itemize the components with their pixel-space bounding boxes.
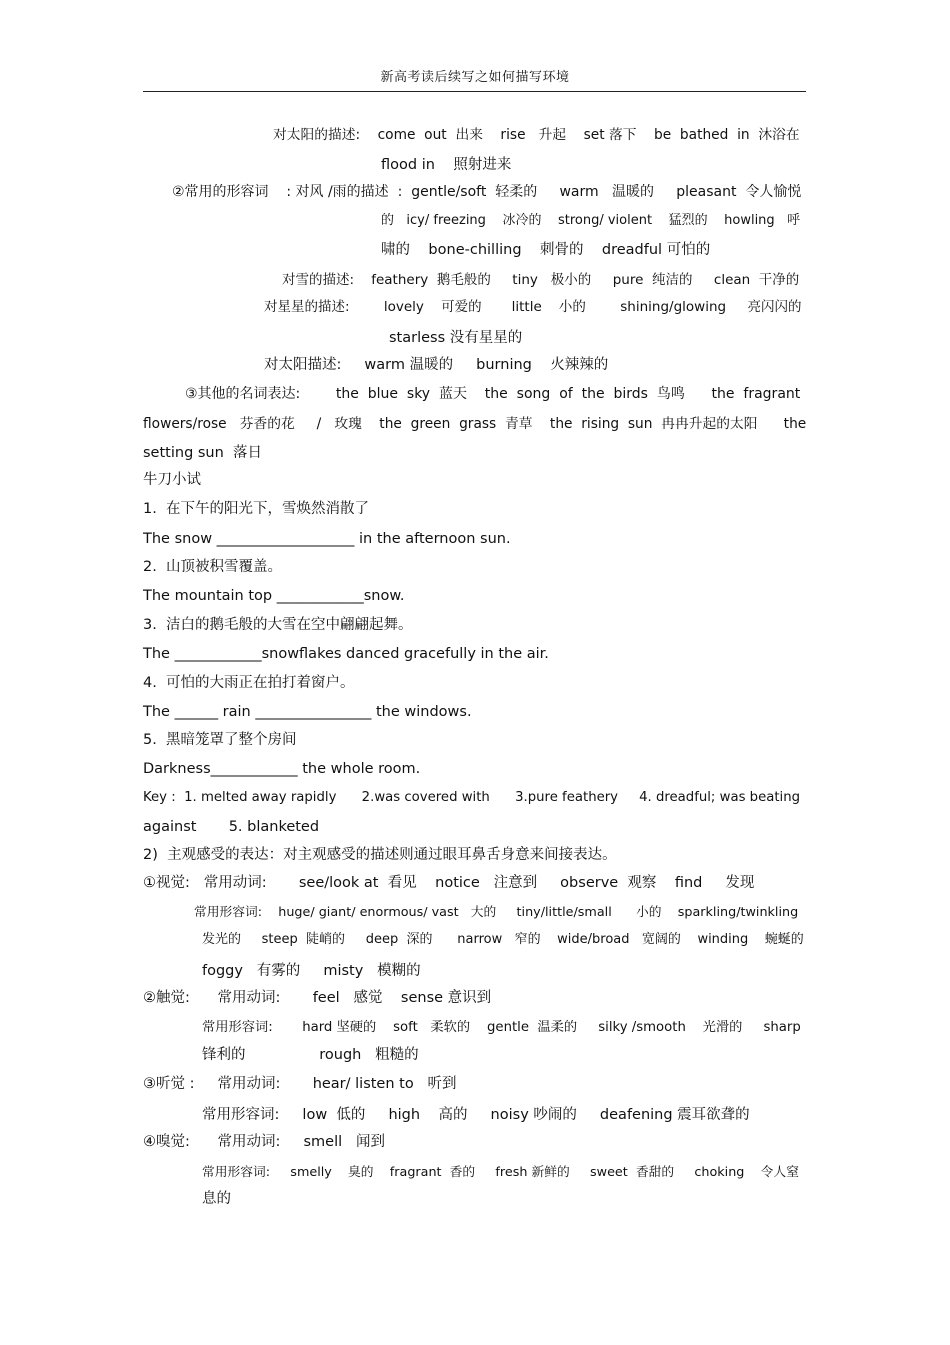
exercise-prompt: 5. 黑暗笼罩了整个房间 xyxy=(143,732,297,748)
text-line: 对太阳描述: warm 温暖的 burning 火辣辣的 xyxy=(264,357,609,373)
text-line: ③听觉 : 常用动词: hear/ listen to 听到 xyxy=(143,1076,457,1092)
text-line: ②常用的形容词 : 对风 /雨的描述 : gentle/soft 轻柔的 warm 温暖的 pleasant 令人愉悦 xyxy=(172,184,802,200)
text-line: 常用形容词: huge/ giant/ enormous/ vast 大的 tiny/little/small 小的 sparkling/twinkling xyxy=(194,905,799,920)
exercise-prompt: 3. 洁白的鹅毛般的大雪在空中翩翩起舞。 xyxy=(143,617,413,633)
exercise-prompt: 1. 在下午的阳光下，雪焕然消散了 xyxy=(143,501,370,517)
exercise-prompt: 4. 可怕的大雨正在拍打着窗户。 xyxy=(143,675,355,691)
text-line: 发光的 steep 陡峭的 deep 深的 narrow 窄的 wide/broad 宽阔的 winding 蜿蜒的 xyxy=(202,932,804,947)
text-line: 对雪的描述: feathery 鹅毛般的 tiny 极小的 pure 纯洁的 clean 干净的 xyxy=(282,272,800,288)
section-title: 牛刀小试 xyxy=(143,472,201,488)
exercise-blank: Darkness____________ the whole room. xyxy=(143,761,421,777)
text-line: foggy 有雾的 misty 模糊的 xyxy=(202,963,421,979)
text-line: ①视觉: 常用动词: see/look at 看见 notice 注意到 observe 观察 find 发现 xyxy=(143,875,755,891)
text-line: 啸的 bone-chilling 刺骨的 dreadful 可怕的 xyxy=(381,242,711,258)
text-line: 2) 主观感受的表达：对主观感受的描述则通过眼耳鼻舌身意来间接表达。 xyxy=(143,847,617,863)
text-line: 息的 xyxy=(202,1191,231,1207)
text-line: 对太阳的描述: come out 出来 rise 升起 set 落下 be bathed in 沐浴在 xyxy=(273,127,800,143)
text-line: 锋利的 rough 粗糙的 xyxy=(202,1047,419,1063)
text-line: 对星星的描述: lovely 可爱的 little 小的 shining/glowing 亮闪闪的 xyxy=(264,299,802,315)
text-line: flowers/rose 芬香的花 / 玫瑰 the green grass 青草 the rising sun 冉冉升起的太阳 the xyxy=(143,416,807,432)
page-header: 新高考读后续写之如何描写环境 xyxy=(380,70,570,85)
text-line: starless 没有星星的 xyxy=(389,330,523,346)
exercise-blank: The ______ rain ________________ the windows. xyxy=(143,704,472,720)
text-line: ②触觉: 常用动词: feel 感觉 sense 意识到 xyxy=(143,990,492,1006)
answer-key: Key : 1. melted away rapidly 2.was covered with 3.pure feathery 4. dreadful; was beating xyxy=(143,790,801,805)
exercise-prompt: 2. 山顶被积雪覆盖。 xyxy=(143,559,283,575)
text-line: setting sun 落日 xyxy=(143,445,263,461)
text-line: ③其他的名词表达: the blue sky 蓝天 the song of the birds 鸟鸣 the fragrant xyxy=(185,386,801,402)
exercise-blank: The ____________snowflakes danced gracefully in the air. xyxy=(143,646,549,662)
header-rule xyxy=(143,91,806,92)
text-line: 常用形容词: low 低的 high 高的 noisy 吵闹的 deafening 震耳欲聋的 xyxy=(202,1107,750,1123)
exercise-blank: The mountain top ____________snow. xyxy=(143,588,405,604)
text-line: 常用形容词: smelly 臭的 fragrant 香的 fresh 新鲜的 sweet 香甜的 choking 令人窒 xyxy=(202,1165,799,1180)
answer-key: against 5. blanketed xyxy=(143,819,320,835)
exercise-blank: The snow ___________________ in the afternoon sun. xyxy=(143,531,511,547)
text-line: flood in 照射进来 xyxy=(381,157,512,173)
text-line: ④嗅觉: 常用动词: smell 闻到 xyxy=(143,1134,385,1150)
text-line: 的 icy/ freezing 冰冷的 strong/ violent 猛烈的 howling 呼 xyxy=(381,213,801,228)
text-line: 常用形容词: hard 坚硬的 soft 柔软的 gentle 温柔的 silky /smooth 光滑的 sharp xyxy=(202,1020,801,1035)
